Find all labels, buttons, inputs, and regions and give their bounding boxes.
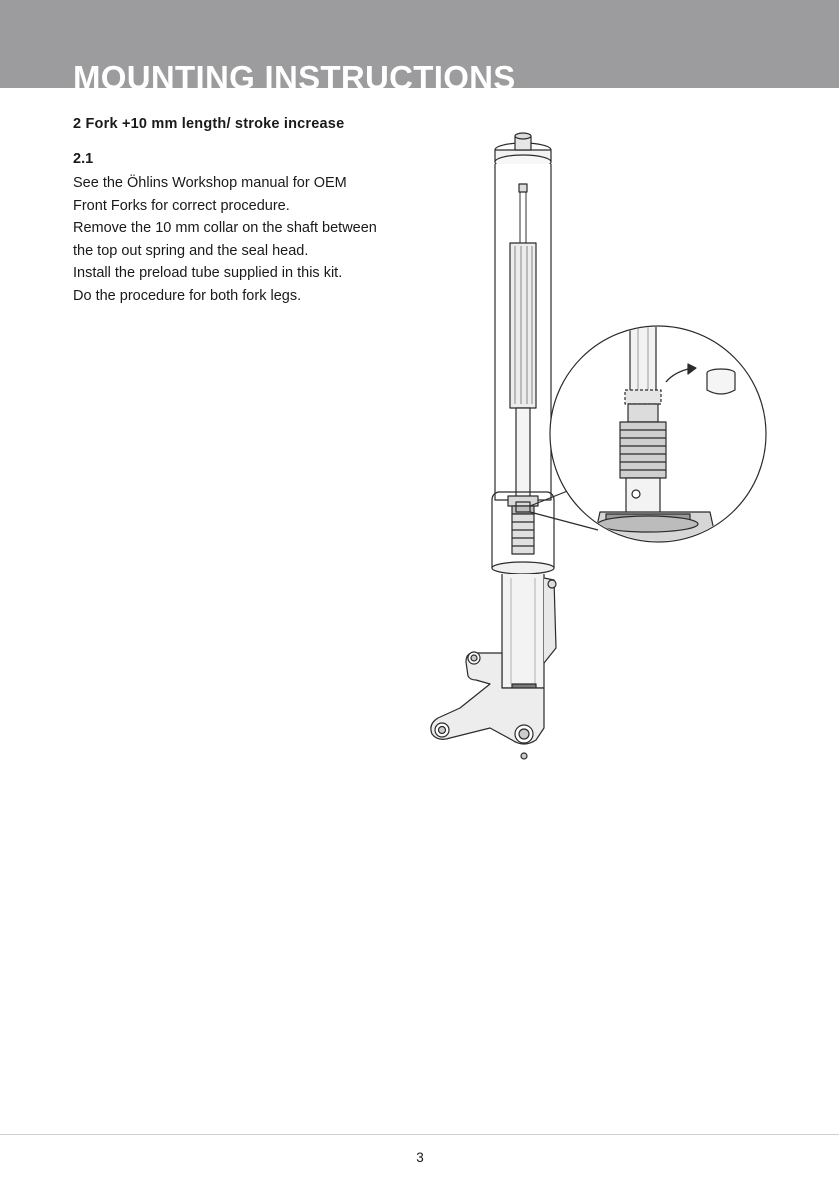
section-heading: 2 Fork +10 mm length/ stroke increase <box>73 116 345 132</box>
page-title: MOUNTING INSTRUCTIONS <box>73 59 516 96</box>
instruction-line: Do the procedure for both fork legs. <box>73 287 302 304</box>
front-fork-illustration-icon <box>420 128 770 768</box>
page-number: 3 <box>416 1150 424 1165</box>
instruction-line: the top out spring and the seal head. <box>73 242 309 259</box>
instruction-text <box>73 172 377 308</box>
instruction-line: Install the preload tube supplied in this kit. <box>73 265 343 282</box>
instruction-line: Front Forks for correct procedure. <box>73 197 290 214</box>
step-number: 2.1 <box>73 151 94 167</box>
instruction-line: See the Öhlins Workshop manual for OEM <box>73 175 347 191</box>
footer-rule <box>0 1134 839 1135</box>
instruction-line: Remove the 10 mm collar on the shaft between <box>73 220 377 237</box>
